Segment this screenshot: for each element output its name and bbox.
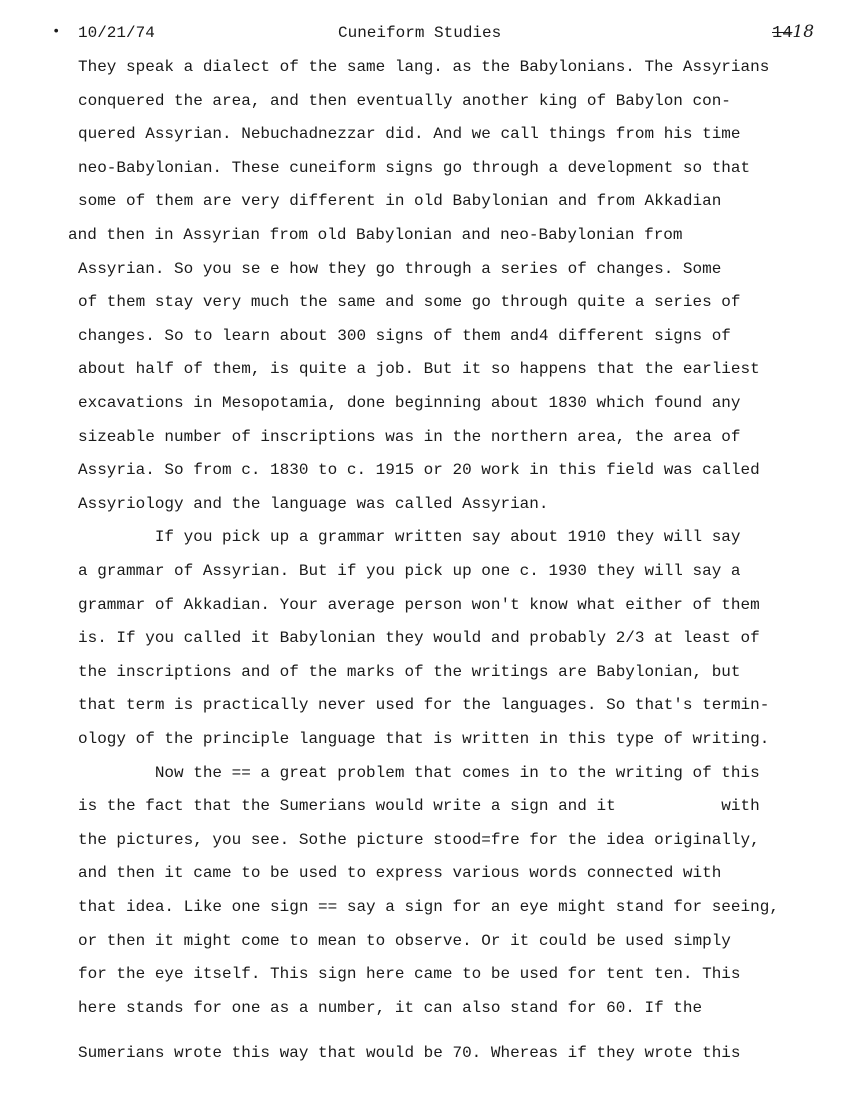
text-line: quered Assyrian. Nebuchadnezzar did. And we call things from his time [78, 125, 741, 144]
text-line: the inscriptions and of the marks of the writings are Babylonian, but [78, 662, 741, 681]
text-line: changes. So to learn about 300 signs of them and4 different signs of [78, 326, 731, 345]
text-line: or then it might come to mean to observe. Or it could be used simply [78, 931, 731, 950]
page-number-handwritten: 18 [792, 22, 815, 42]
page-number-struck: 14 [772, 24, 793, 43]
text-line: conquered the area, and then eventually another king of Babylon con- [78, 91, 731, 110]
header-date: 10/21/74 [78, 24, 155, 42]
text-line: They speak a dialect of the same lang. as the Babylonians. The Assyrians [78, 58, 770, 76]
page-number [772, 22, 814, 43]
text-line: Assyriology and the language was called Assyrian. [78, 494, 549, 513]
text-line: for the eye itself. This sign here came to be used for tent ten. This [78, 965, 741, 984]
text-line: Assyria. So from c. 1830 to c. 1915 or 20 work in this field was called [78, 461, 760, 480]
text-line: the pictures, you see. Sothe picture stood=fre for the idea originally, [78, 830, 760, 849]
text-line: sizeable number of inscriptions was in the northern area, the area of [78, 427, 741, 446]
text-line: grammar of Akkadian. Your average person won't know what either of them [78, 595, 760, 614]
text-line: ology of the principle language that is written in this type of writing. [78, 730, 770, 748]
page-header [0, 24, 848, 46]
text-line: is. If you called it Babylonian they would and probably 2/3 at least of [78, 629, 760, 648]
text-line: a grammar of Assyrian. But if you pick up one c. 1930 they will say a [78, 562, 741, 580]
text-line: that term is practically never used for the languages. So that's termin- [78, 696, 770, 715]
text-line: Sumerians wrote this way that would be 70. Whereas if they wrote this [78, 1044, 741, 1062]
bullet-mark: • [52, 24, 61, 40]
text-line: neo-Babylonian. These cuneiform signs go through a development so that [78, 158, 751, 177]
text-line: Now the == a great problem that comes in to the writing of this [78, 763, 760, 782]
text-line: excavations in Mesopotamia, done beginning about 1830 which found any [78, 394, 741, 412]
header-title: Cuneiform Studies [338, 24, 502, 42]
text-line: If you pick up a grammar written say about 1910 they will say [78, 528, 741, 547]
text-line: Assyrian. So you se e how they go through a series of changes. Some [78, 259, 722, 278]
text-line: that idea. Like one sign == say a sign for an eye might stand for seeing, [78, 898, 779, 916]
text-line: and then in Assyrian from old Babylonian and neo-Babylonian from [68, 226, 683, 244]
text-line: is the fact that the Sumerians would write a sign and it with [78, 797, 760, 816]
text-line: here stands for one as a number, it can also stand for 60. If the [78, 998, 703, 1017]
text-line: and then it came to be used to express various words connected with [78, 864, 722, 883]
text-line: about half of them, is quite a job. But it so happens that the earliest [78, 360, 760, 379]
text-line: some of them are very different in old Babylonian and from Akkadian [78, 192, 722, 211]
text-line: of them stay very much the same and some go through quite a series of [78, 293, 741, 312]
